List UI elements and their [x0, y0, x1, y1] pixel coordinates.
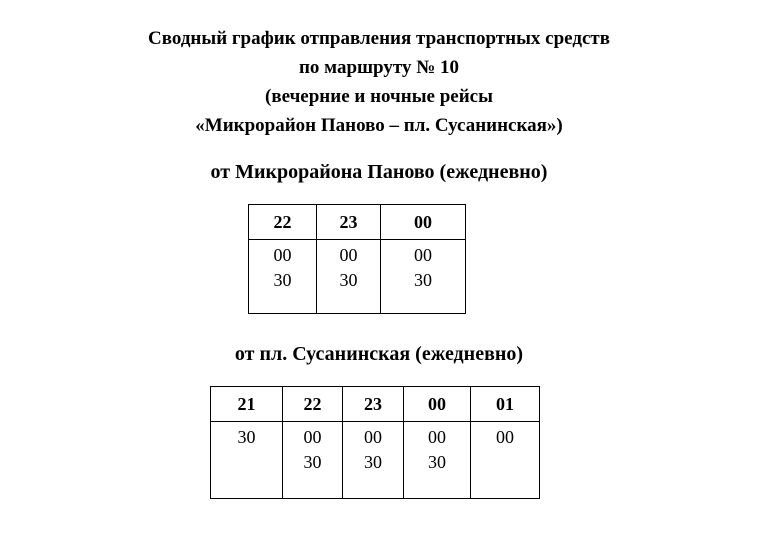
schedule2-minutes-cell — [404, 422, 471, 499]
minute-value: 00 — [414, 245, 432, 265]
document-title — [0, 24, 758, 140]
schedule1-minutes-cell — [317, 240, 381, 314]
schedule2-hours-row — [211, 387, 540, 422]
schedule2-minutes-row — [211, 422, 540, 499]
minute-value: 30 — [428, 452, 446, 472]
schedule2-minutes-cell — [343, 422, 404, 499]
schedule2-hour-cell: 00 — [404, 387, 471, 422]
title-line-2: по маршруту № 10 — [298, 57, 460, 78]
schedule1-minutes-row — [249, 240, 466, 314]
minute-value: 00 — [496, 427, 514, 447]
schedule2-heading: от пл. Сусанинская (ежедневно) — [234, 343, 524, 365]
schedule1-heading: от Микрорайона Паново (ежедневно) — [210, 161, 548, 183]
schedule2-hour-cell: 22 — [283, 387, 343, 422]
title-line-4: «Микрорайон Паново – пл. Сусанинская») — [195, 115, 563, 136]
minute-value: 30 — [414, 270, 432, 290]
minute-value: 00 — [303, 427, 322, 447]
schedule2-minutes-cell — [211, 422, 283, 499]
minute-value: 30 — [339, 270, 358, 290]
schedule1-hour-cell: 00 — [381, 205, 466, 240]
schedule1-minutes-cell — [249, 240, 317, 314]
schedule1-hours-row — [249, 205, 466, 240]
schedule2-minutes-cell — [283, 422, 343, 499]
title-line-1: Сводный график отправления транспортных средств — [148, 28, 610, 49]
schedule1-minutes-cell — [381, 240, 466, 314]
schedule2-hour-cell: 23 — [343, 387, 404, 422]
minute-value: 30 — [273, 270, 292, 290]
schedule2-minutes-cell — [471, 422, 540, 499]
schedule2-hour-cell: 01 — [471, 387, 540, 422]
schedule2-table — [210, 386, 540, 499]
schedule2-hour-cell: 21 — [211, 387, 283, 422]
schedule1-hour-cell: 23 — [317, 205, 381, 240]
minute-value: 00 — [273, 245, 292, 265]
minute-value: 30 — [364, 452, 382, 472]
minute-value: 30 — [303, 452, 322, 472]
minute-value: 00 — [428, 427, 446, 447]
schedule1-table — [248, 204, 466, 314]
minute-value: 00 — [364, 427, 382, 447]
minute-value: 30 — [237, 427, 256, 447]
schedule1-hour-cell: 22 — [249, 205, 317, 240]
minute-value: 00 — [339, 245, 358, 265]
title-line-3: (вечерние и ночные рейсы — [265, 86, 493, 107]
